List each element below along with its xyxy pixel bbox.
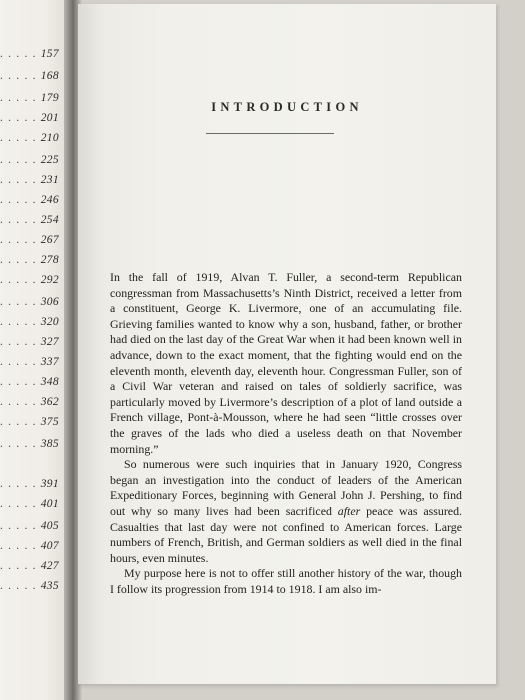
toc-leader-dots: . . . . . [0, 92, 41, 104]
toc-page-number-value: 375 [40, 416, 59, 428]
toc-page-number [0, 539, 58, 553]
toc-page-number [0, 335, 58, 349]
toc-page-number [0, 519, 58, 533]
toc-page-number [0, 295, 58, 309]
toc-page-number-value: 385 [40, 438, 59, 450]
paragraph-2-after: peace was assured. Casualties that last day were not confined to American forces. Large numbers of French, British, and German soldiers as well died in the final hours, even minutes. [110, 503, 462, 565]
toc-page-number [0, 415, 58, 429]
toc-page-number-value: 435 [40, 580, 59, 592]
toc-leader-dots: . . . . . [0, 254, 41, 266]
toc-page-number [0, 579, 58, 593]
toc-page-number [0, 355, 58, 369]
toc-leader-dots: . . . . . [0, 70, 41, 82]
toc-leader-dots: . . . . . [0, 438, 41, 450]
toc-page-number-value: 168 [40, 70, 59, 82]
toc-leader-dots: . . . . . [0, 296, 41, 308]
toc-page-number-value: 254 [40, 214, 59, 226]
toc-leader-dots: . . . . . [0, 154, 41, 166]
toc-page-number-value: 246 [40, 194, 59, 206]
toc-leader-dots: . . . . . [0, 336, 41, 348]
paragraph-2-before: So numerous were such inquiries that in January 1920, Congress began an investigation into the conduct of leaders of the American Expeditionary Forces, beginning with General John J. Pershing, to find out why so many lives had been sacrificed [110, 457, 462, 518]
toc-page-number-value: 320 [40, 316, 59, 328]
body-text [110, 270, 462, 597]
toc-page-number-value: 348 [40, 376, 59, 388]
toc-page-number-value: 179 [40, 92, 59, 104]
toc-page-number [0, 315, 58, 329]
page-edges [496, 8, 501, 684]
toc-page-number [0, 497, 58, 511]
toc-leader-dots: . . . . . [0, 498, 41, 510]
toc-leader-dots: . . . . . [0, 396, 41, 408]
toc-leader-dots: . . . . . [0, 234, 41, 246]
toc-page-number-value: 407 [40, 540, 59, 552]
paragraph-1: In the fall of 1919, Alvan T. Fuller, a second-term Republican congressman from Massachusetts’s Ninth District, received a letter from a constituent, George K. Livermore, one of an accumulating file. Grieving families wanted to know why a son, husband, father, or brother had died on the last day of the Great War when it had been known well in advance, down to the exact moment, that the fighting would end on the eleventh month, eleventh day, eleventh hour. Congressman Fuller, son of a Civil War veteran and raised on tales of soldierly sacrifice, was particularly moved by Livermore’s description of a plot of land outside a French village, Pont-à-Mousson, where he had seen “little crosses over the graves of the lads who died a useless death on that November morning.” [110, 270, 462, 456]
toc-page-number-value: 201 [40, 112, 59, 124]
toc-page-number [0, 477, 58, 491]
toc-leader-dots: . . . . . [0, 274, 41, 286]
toc-page-number [0, 111, 58, 125]
paragraph-2 [110, 457, 462, 566]
toc-leader-dots: . . . . . [0, 520, 41, 532]
previous-page [0, 0, 66, 700]
toc-leader-dots: . . . . . [0, 478, 41, 490]
toc-leader-dots: . . . . . [0, 540, 41, 552]
paragraph-2-emphasis: after [337, 503, 361, 518]
toc-page-number-value: 327 [40, 336, 59, 348]
toc-page-number [0, 193, 58, 207]
toc-page-number-value: 157 [40, 48, 59, 60]
toc-page-number [0, 69, 58, 83]
toc-leader-dots: . . . . . [0, 416, 41, 428]
toc-leader-dots: . . . . . [0, 132, 41, 144]
toc-page-number [0, 233, 58, 247]
introduction-page [78, 4, 496, 684]
toc-leader-dots: . . . . . [0, 48, 41, 60]
chapter-title: INTRODUCTION [211, 100, 363, 114]
toc-page-number [0, 47, 58, 61]
toc-page-number [0, 437, 58, 451]
toc-page-number [0, 173, 58, 187]
toc-page-number-value: 362 [40, 396, 59, 408]
toc-page-number-value: 267 [40, 234, 59, 246]
toc-leader-dots: . . . . . [0, 112, 41, 124]
toc-page-number [0, 153, 58, 167]
toc-page-number-value: 306 [40, 296, 59, 308]
toc-page-number [0, 91, 58, 105]
toc-leader-dots: . . . . . [0, 174, 41, 186]
toc-page-number-value: 337 [40, 356, 59, 368]
toc-page-number-value: 231 [40, 174, 59, 186]
toc-leader-dots: . . . . . [0, 580, 41, 592]
toc-page-number [0, 273, 58, 287]
toc-page-number-value: 210 [40, 132, 59, 144]
toc-page-number-value: 225 [40, 154, 59, 166]
toc-leader-dots: . . . . . [0, 356, 41, 368]
toc-page-number-value: 391 [40, 478, 59, 490]
toc-page-number [0, 395, 58, 409]
toc-page-number-value: 292 [40, 274, 59, 286]
title-rule [206, 133, 334, 134]
toc-page-number [0, 213, 58, 227]
toc-page-number-value: 278 [40, 254, 59, 266]
toc-page-number [0, 131, 58, 145]
toc-leader-dots: . . . . . [0, 560, 41, 572]
toc-page-number [0, 559, 58, 573]
toc-leader-dots: . . . . . [0, 316, 41, 328]
toc-leader-dots: . . . . . [0, 214, 41, 226]
toc-page-number-value: 401 [40, 498, 59, 510]
toc-page-number-value: 405 [40, 520, 59, 532]
toc-leader-dots: . . . . . [0, 194, 41, 206]
toc-page-number [0, 375, 58, 389]
toc-leader-dots: . . . . . [0, 376, 41, 388]
toc-page-number-value: 427 [40, 560, 59, 572]
paragraph-3: My purpose here is not to offer still another history of the war, though I follow its progression from 1914 to 1918. I am also im- [110, 566, 462, 596]
toc-page-number [0, 253, 58, 267]
